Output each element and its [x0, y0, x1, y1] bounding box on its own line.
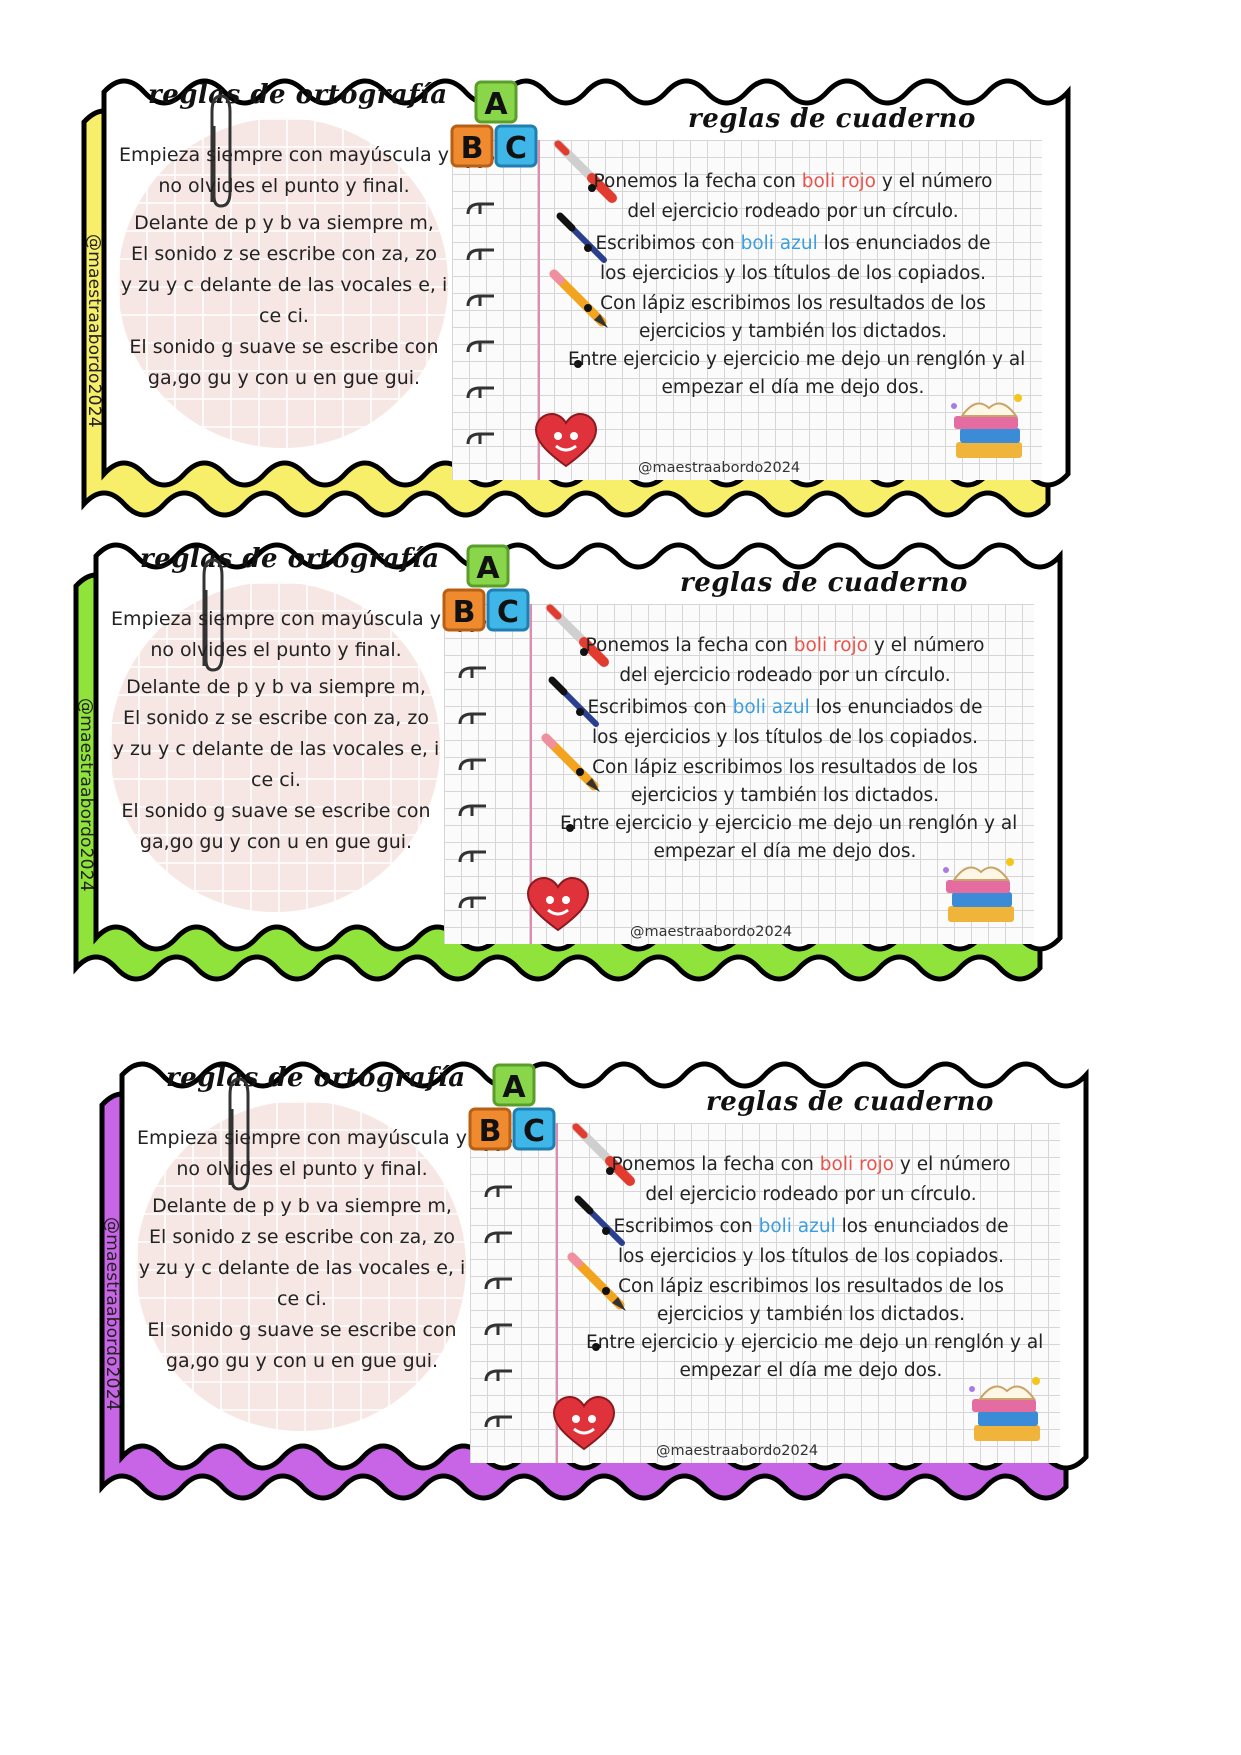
side-handle-text: @maestraabordo2024	[76, 698, 96, 892]
spelling-rule-line: ce ci.	[259, 305, 309, 327]
notebook-rule-line: empezar el día me dejo dos.	[661, 377, 925, 398]
spiral-ring-icon	[482, 1321, 514, 1339]
notebook-rules-title: reglas de cuaderno	[688, 104, 976, 134]
abc-blocks-icon	[440, 542, 540, 642]
spiral-ring-icon	[456, 802, 488, 820]
notebook-rule-date: Ponemos la fecha con boli rojo y el número	[611, 1154, 1011, 1175]
notebook-rule-line: los ejercicios y los títulos de los copiados.	[592, 727, 978, 748]
spelling-rule-line: Delante de p y b va siempre m,	[126, 676, 426, 698]
notebook-rule-date: Ponemos la fecha con boli rojo y el número	[593, 171, 993, 192]
spelling-rule-line: El sonido z se escribe con za, zo	[149, 1226, 455, 1248]
spelling-rule-line: no olvides el punto y final.	[150, 639, 402, 661]
spelling-rule-line: El sonido z se escribe con za, zo	[131, 243, 437, 265]
books-stack-icon	[966, 1373, 1048, 1451]
svg-text:B: B	[478, 1114, 502, 1149]
svg-text:A: A	[502, 1070, 526, 1105]
spiral-ring-icon	[482, 1229, 514, 1247]
notebook-rule-line: ejercicios y también los dictados.	[630, 785, 940, 806]
svg-text:A: A	[476, 551, 500, 586]
spelling-rule-line: no olvides el punto y final.	[158, 175, 410, 197]
red-pen-label: boli rojo	[819, 1154, 894, 1175]
spelling-rules-panel	[122, 1063, 482, 1467]
notebook-rule-line: ejercicios y también los dictados.	[638, 321, 948, 342]
notebook-rule-blue: Escribimos con boli azul los enunciados de	[613, 1216, 1009, 1237]
notebook-rule-line: los ejercicios y los títulos de los copiados.	[618, 1246, 1004, 1267]
spiral-ring-icon	[464, 384, 496, 402]
spiral-ring-icon	[464, 430, 496, 448]
spelling-rules-title: reglas de ortografía	[166, 1063, 466, 1093]
notebook-rule-pencil: Con lápiz escribimos los resultados de los	[592, 757, 978, 778]
spelling-rules-title: reglas de ortografía	[148, 80, 448, 110]
notebook-rule-spacing: Entre ejercicio y ejercicio me dejo un renglón y al	[560, 813, 1018, 834]
notebook-rule-line: del ejercicio rodeado por un círculo.	[619, 665, 951, 686]
side-handle-text: @maestraabordo2024	[102, 1217, 122, 1411]
rules-card	[68, 70, 1108, 510]
spelling-rule-line: Empieza siempre con mayúscula y	[137, 1127, 467, 1149]
credit-handle: @maestraabordo2024	[630, 924, 793, 940]
spelling-rule-line: El sonido g suave se escribe con	[129, 336, 439, 358]
notebook-rule-line: empezar el día me dejo dos.	[653, 841, 917, 862]
spelling-rule-line: ce ci.	[251, 769, 301, 791]
abc-blocks-icon	[466, 1061, 566, 1161]
heart-mascot-stamp-icon	[534, 410, 598, 470]
notebook-rules-title: reglas de cuaderno	[680, 568, 968, 598]
spelling-rule-line: Delante de p y b va siempre m,	[134, 212, 434, 234]
spelling-rule-line: y zu y c delante de las vocales e, i	[120, 274, 448, 296]
spiral-ring-icon	[482, 1183, 514, 1201]
notebook-rule-date: Ponemos la fecha con boli rojo y el número	[585, 635, 985, 656]
spiral-ring-icon	[482, 1413, 514, 1431]
blue-pen-label: boli azul	[732, 697, 810, 718]
heart-mascot-stamp-icon	[526, 874, 590, 934]
heart-mascot-stamp-icon	[552, 1393, 616, 1453]
abc-blocks-icon	[448, 78, 548, 178]
spiral-ring-icon	[456, 710, 488, 728]
notebook-rule-pencil: Con lápiz escribimos los resultados de los	[618, 1276, 1004, 1297]
spiral-ring-icon	[464, 200, 496, 218]
spelling-rule-line: y zu y c delante de las vocales e, i	[112, 738, 440, 760]
spelling-rule-line: ga,go gu y con u en gue gui.	[139, 831, 413, 853]
spelling-rule-line: ce ci.	[277, 1288, 327, 1310]
spiral-ring-icon	[464, 338, 496, 356]
spelling-rule-line: y zu y c delante de las vocales e, i	[138, 1257, 466, 1279]
spiral-ring-icon	[456, 756, 488, 774]
notebook-rule-spacing: Entre ejercicio y ejercicio me dejo un renglón y al	[586, 1332, 1044, 1353]
spiral-ring-icon	[456, 664, 488, 682]
notebook-rule-spacing: Entre ejercicio y ejercicio me dejo un renglón y al	[568, 349, 1026, 370]
notebook-rule-blue: Escribimos con boli azul los enunciados de	[595, 233, 991, 254]
spiral-ring-icon	[456, 848, 488, 866]
notebook-rule-blue: Escribimos con boli azul los enunciados de	[587, 697, 983, 718]
svg-text:C: C	[496, 595, 520, 630]
notebook-rule-line: empezar el día me dejo dos.	[679, 1360, 943, 1381]
spiral-ring-icon	[464, 246, 496, 264]
blue-pen-label: boli azul	[758, 1216, 836, 1237]
notebook-rule-line: los ejercicios y los títulos de los copiados.	[600, 263, 986, 284]
blue-pen-label: boli azul	[740, 233, 818, 254]
spelling-rules-panel	[104, 80, 464, 484]
svg-text:A: A	[484, 87, 508, 122]
notebook-rule-line: del ejercicio rodeado por un círculo.	[627, 201, 959, 222]
svg-text:C: C	[504, 131, 528, 166]
spiral-ring-icon	[464, 292, 496, 310]
spelling-rules-panel	[96, 544, 456, 948]
books-stack-icon	[948, 390, 1030, 468]
credit-handle: @maestraabordo2024	[638, 460, 801, 476]
red-pen-label: boli rojo	[793, 635, 868, 656]
notebook-rule-line: ejercicios y también los dictados.	[656, 1304, 966, 1325]
spelling-rule-line: ga,go gu y con u en gue gui.	[147, 367, 421, 389]
svg-text:C: C	[522, 1114, 546, 1149]
notebook-rules-title: reglas de cuaderno	[706, 1087, 994, 1117]
credit-handle: @maestraabordo2024	[656, 1443, 819, 1459]
spiral-ring-icon	[482, 1367, 514, 1385]
svg-text:B: B	[452, 595, 476, 630]
svg-text:B: B	[460, 131, 484, 166]
side-handle-text: @maestraabordo2024	[84, 234, 104, 428]
spelling-rule-line: no olvides el punto y final.	[176, 1158, 428, 1180]
red-pen-label: boli rojo	[801, 171, 876, 192]
spelling-rule-line: El sonido g suave se escribe con	[121, 800, 431, 822]
spelling-rule-line: El sonido g suave se escribe con	[147, 1319, 457, 1341]
books-stack-icon	[940, 854, 1022, 932]
spiral-ring-icon	[456, 894, 488, 912]
spelling-rule-line: Empieza siempre con mayúscula y	[119, 144, 449, 166]
rules-card	[86, 1053, 1126, 1493]
spelling-rules-title: reglas de ortografía	[140, 544, 440, 574]
notebook-rule-pencil: Con lápiz escribimos los resultados de los	[600, 293, 986, 314]
spelling-rule-line: Delante de p y b va siempre m,	[152, 1195, 452, 1217]
notebook-rule-line: del ejercicio rodeado por un círculo.	[645, 1184, 977, 1205]
rules-card	[60, 534, 1100, 974]
spelling-rule-line: Empieza siempre con mayúscula y	[111, 608, 441, 630]
spiral-ring-icon	[482, 1275, 514, 1293]
spelling-rule-line: ga,go gu y con u en gue gui.	[165, 1350, 439, 1372]
spelling-rule-line: El sonido z se escribe con za, zo	[123, 707, 429, 729]
